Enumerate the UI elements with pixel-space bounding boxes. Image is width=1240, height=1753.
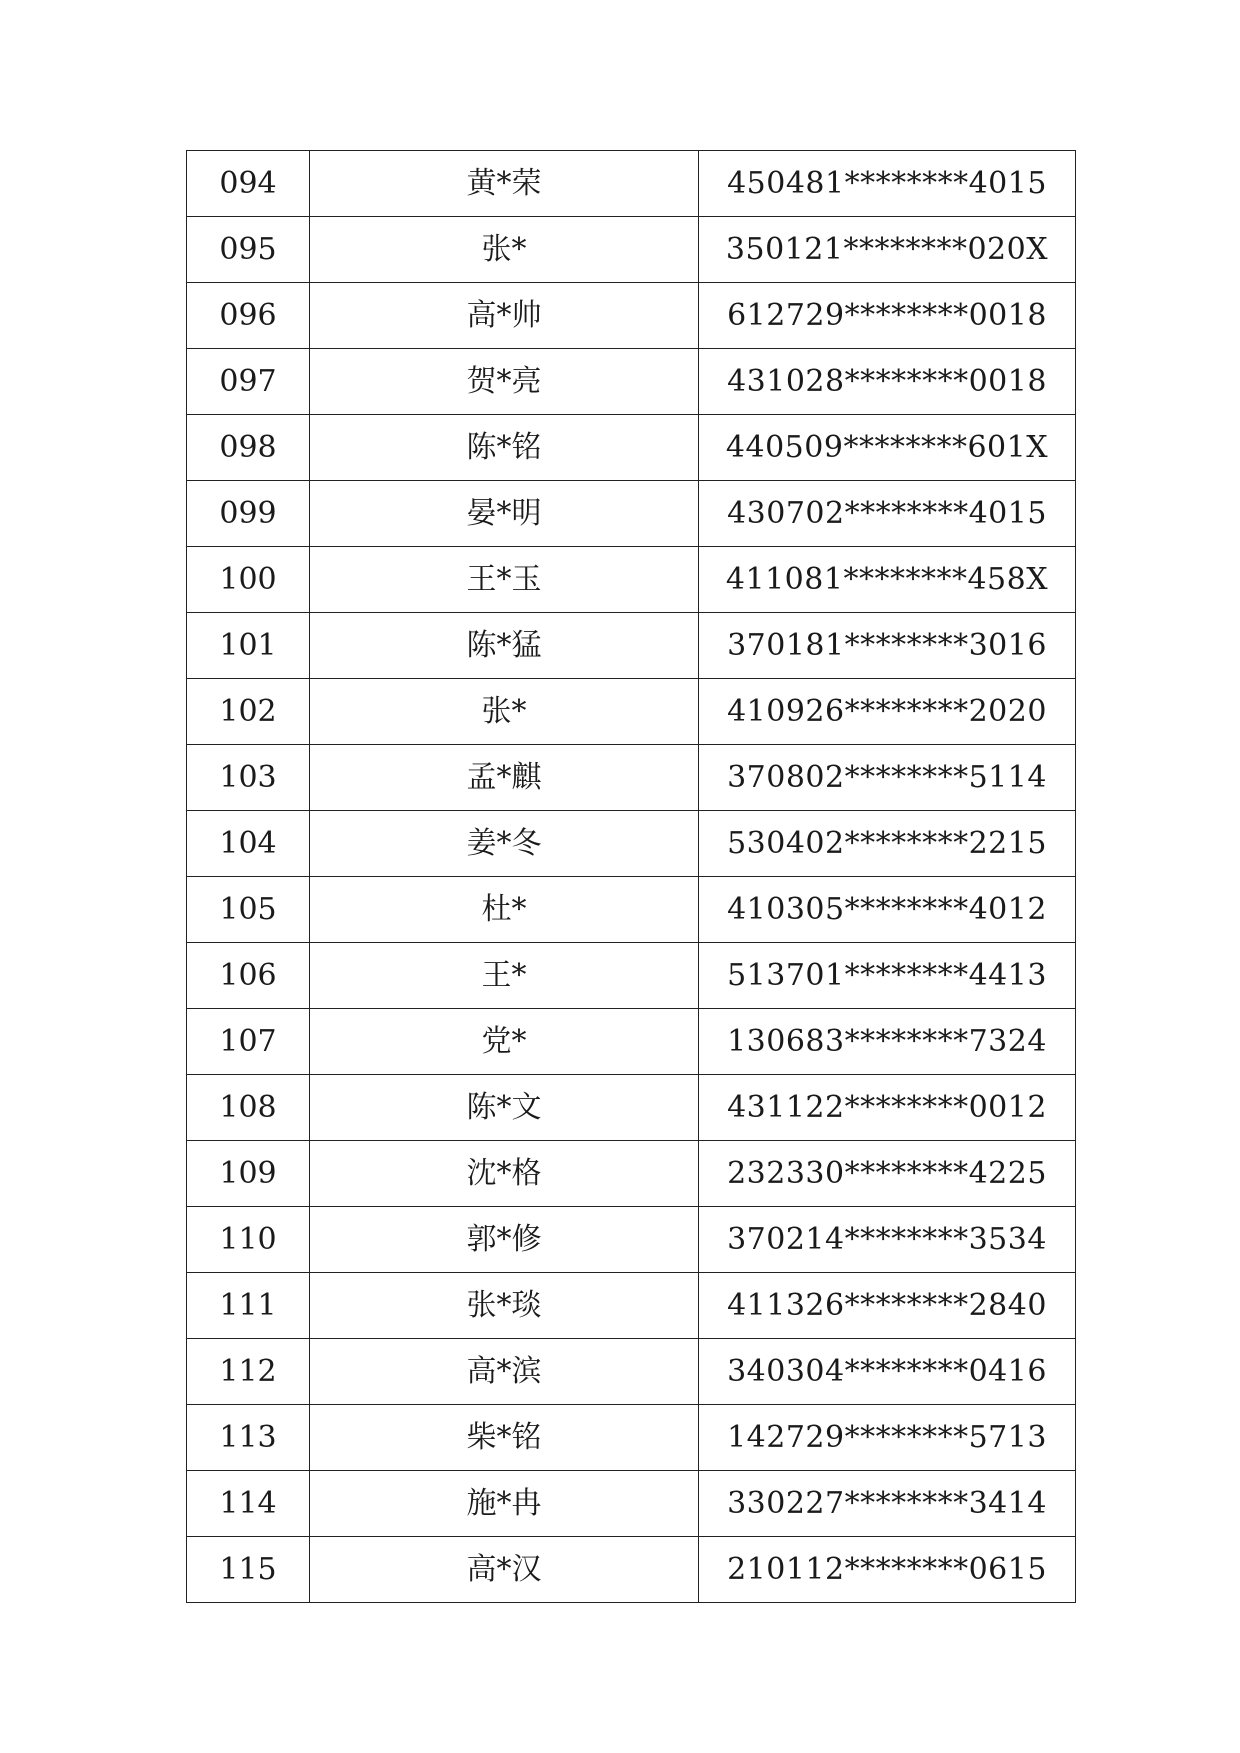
name-cell: 贺*亮 <box>310 349 699 415</box>
roster-table-body <box>187 151 1076 1603</box>
name-cell: 张* <box>310 217 699 283</box>
row-number-cell: 112 <box>187 1339 310 1405</box>
table-row <box>187 1009 1076 1075</box>
table-row <box>187 811 1076 877</box>
id-number-cell: 530402********2215 <box>699 811 1076 877</box>
row-number-cell: 098 <box>187 415 310 481</box>
name-cell: 施*冉 <box>310 1471 699 1537</box>
id-number-cell: 411326********2840 <box>699 1273 1076 1339</box>
id-number-cell: 431028********0018 <box>699 349 1076 415</box>
row-number-cell: 105 <box>187 877 310 943</box>
row-number-cell: 110 <box>187 1207 310 1273</box>
row-number-cell: 104 <box>187 811 310 877</box>
name-cell: 高*汉 <box>310 1537 699 1603</box>
id-number-cell: 370214********3534 <box>699 1207 1076 1273</box>
table-row <box>187 679 1076 745</box>
name-cell: 晏*明 <box>310 481 699 547</box>
row-number-cell: 097 <box>187 349 310 415</box>
id-number-cell: 440509********601X <box>699 415 1076 481</box>
id-number-cell: 612729********0018 <box>699 283 1076 349</box>
row-number-cell: 108 <box>187 1075 310 1141</box>
id-number-cell: 450481********4015 <box>699 151 1076 217</box>
name-cell: 陈*文 <box>310 1075 699 1141</box>
name-cell: 黄*荣 <box>310 151 699 217</box>
table-row <box>187 1339 1076 1405</box>
table-row <box>187 1471 1076 1537</box>
name-cell: 柴*铭 <box>310 1405 699 1471</box>
table-row <box>187 415 1076 481</box>
table-row <box>187 1207 1076 1273</box>
table-row <box>187 1141 1076 1207</box>
row-number-cell: 106 <box>187 943 310 1009</box>
table-row <box>187 745 1076 811</box>
row-number-cell: 107 <box>187 1009 310 1075</box>
name-cell: 孟*麒 <box>310 745 699 811</box>
name-cell: 王* <box>310 943 699 1009</box>
name-cell: 高*帅 <box>310 283 699 349</box>
id-number-cell: 513701********4413 <box>699 943 1076 1009</box>
table-row <box>187 349 1076 415</box>
row-number-cell: 103 <box>187 745 310 811</box>
name-cell: 郭*修 <box>310 1207 699 1273</box>
row-number-cell: 095 <box>187 217 310 283</box>
name-cell: 高*滨 <box>310 1339 699 1405</box>
table-row <box>187 481 1076 547</box>
table-row <box>187 1537 1076 1603</box>
table-row <box>187 547 1076 613</box>
table-row <box>187 877 1076 943</box>
id-number-cell: 411081********458X <box>699 547 1076 613</box>
name-cell: 党* <box>310 1009 699 1075</box>
id-number-cell: 232330********4225 <box>699 1141 1076 1207</box>
table-row <box>187 613 1076 679</box>
row-number-cell: 114 <box>187 1471 310 1537</box>
name-cell: 姜*冬 <box>310 811 699 877</box>
row-number-cell: 094 <box>187 151 310 217</box>
id-number-cell: 370802********5114 <box>699 745 1076 811</box>
id-number-cell: 430702********4015 <box>699 481 1076 547</box>
row-number-cell: 109 <box>187 1141 310 1207</box>
table-row <box>187 1405 1076 1471</box>
table-row <box>187 217 1076 283</box>
row-number-cell: 113 <box>187 1405 310 1471</box>
id-number-cell: 410926********2020 <box>699 679 1076 745</box>
row-number-cell: 101 <box>187 613 310 679</box>
id-number-cell: 330227********3414 <box>699 1471 1076 1537</box>
row-number-cell: 102 <box>187 679 310 745</box>
table-row <box>187 151 1076 217</box>
row-number-cell: 096 <box>187 283 310 349</box>
row-number-cell: 100 <box>187 547 310 613</box>
id-number-cell: 210112********0615 <box>699 1537 1076 1603</box>
row-number-cell: 115 <box>187 1537 310 1603</box>
name-cell: 杜* <box>310 877 699 943</box>
name-cell: 张* <box>310 679 699 745</box>
roster-table <box>186 150 1076 1603</box>
table-row <box>187 1273 1076 1339</box>
id-number-cell: 142729********5713 <box>699 1405 1076 1471</box>
name-cell: 张*琰 <box>310 1273 699 1339</box>
table-row <box>187 1075 1076 1141</box>
id-number-cell: 431122********0012 <box>699 1075 1076 1141</box>
name-cell: 陈*猛 <box>310 613 699 679</box>
table-row <box>187 283 1076 349</box>
id-number-cell: 410305********4012 <box>699 877 1076 943</box>
id-number-cell: 370181********3016 <box>699 613 1076 679</box>
id-number-cell: 350121********020X <box>699 217 1076 283</box>
id-number-cell: 340304********0416 <box>699 1339 1076 1405</box>
row-number-cell: 111 <box>187 1273 310 1339</box>
table-row <box>187 943 1076 1009</box>
name-cell: 沈*格 <box>310 1141 699 1207</box>
row-number-cell: 099 <box>187 481 310 547</box>
name-cell: 王*玉 <box>310 547 699 613</box>
id-number-cell: 130683********7324 <box>699 1009 1076 1075</box>
name-cell: 陈*铭 <box>310 415 699 481</box>
